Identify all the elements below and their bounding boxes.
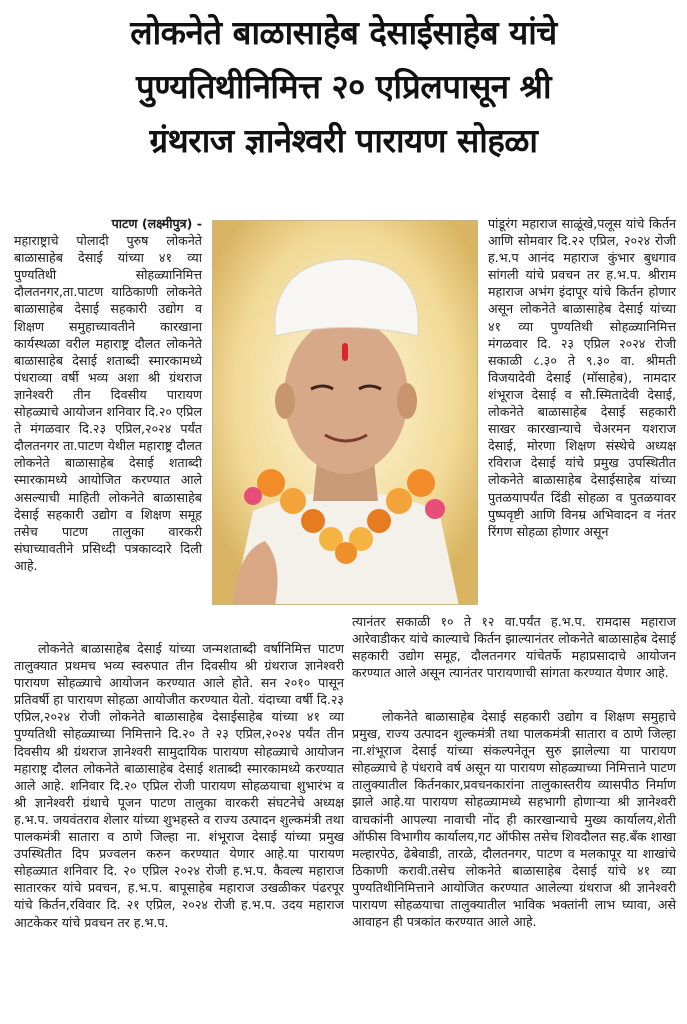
headline-line-1: लोकनेते बाळासाहेब देसाईसाहेब यांचे — [130, 13, 557, 52]
right-column-bottom-text: लोकनेते बाळासाहेब देसाई सहकारी उद्योग व शिक्षण समुहाचे प्रमुख, राज्य उत्पादन शुल्कमंत्री तथा पालकमंत्री सातारा व ठाणे जिल्हा ना.शंभूराज देसाई यांच्या संकल्पनेतून सुरु झालेल्या या पारायण सोहळ्याचे हे पंधरावे वर्ष असून या पारायण सोहळ्याच्या निमित्ताने पाटण तालुक्यातील किर्तनकार,प्रवचनकारांना तालुकास्तरीय व्यासपीठ निर्माण झाले आहे.या पारायण सोहळ्यामध्ये सहभागी होणाऱ्या श्री ज्ञानेश्वरी वाचकांनी आपल्या नावाची नोंद ही कारखान्याचे मुख्य कार्यालय,शेती ऑफीस विभागीय कार्यालय,गट ऑफीस तसेच शिवदौलत सह.बँक शाखा मल्हारपेठ, ढेबेवाडी, तारळे, दौलतनगर, पाटण व मलकापूर या शाखांचे ठिकाणी करावी.तसेच लोकनेते बाळासाहेब देसाई यांचे ४१ व्या पुण्यतिथीनिमित्ताने आयोजित करण्यात आलेल्या ग्रंथराज श्री ज्ञानेश्वरी पारायण सोहळयाचा तालुक्यातील भाविक भक्तांनी लाभ घ्यावा, असे आवाहन ही पत्रकांत करण्यात आले आहे. — [352, 709, 676, 930]
right-column-top-text: पांडूरंग महाराज साळूंखे,पलूस यांचे किर्तन आणि सोमवार दि.२२ एप्रिल, २०२४ रोजी ह.भ.प आनंद महाराज कुंभार बुधगाव सांगली यांचे प्रवचन तर ह.भ.प. श्रीराम महाराज अभंग इंदापूर यांचे किर्तन होणार असून लोकनेते बाळासाहेब देसाई यांच्या ४१ व्या पुण्यतिथी सोहळ्यानिमित्त मंगळवार दि. २३ एप्रिल २०२४ रोजी सकाळी ८.३० ते ९.३० वा. श्रीमती विजयादेवी देसाई (मॉसाहेब), नामदार शंभूराज देसाई व सौ.स्मितादेवी देसाई, लोकनेते बाळासाहेब देसाई सहकारी साखर कारखान्याचे चेअरमन यशराज देसाई, मोरणा शिक्षण संस्थेचे अध्यक्ष रविराज देसाई यांचे प्रमुख उपस्थितीत लोकनेते बाळासाहेब देसाईसाहेब यांच्या पुतळयापर्यंत दिंडी सोहळा व पुतळयावर पुष्पवृष्टी आणि विनम्र अभिवादन व नंतर रिंगण सोहळा होणार असून — [488, 216, 676, 539]
left-column-top-text: महाराष्ट्राचे पोलादी पुरुष लोकनेते बाळासाहेब देसाई यांच्या ४१ व्या पुण्यतिथी सोहळ्यानिमित्त दौलतनगर,ता.पाटण याठिकाणी लोकनेते बाळासाहेब देसाई सहकारी उद्योग व शिक्षण समुहाच्यावतीने कारखाना कार्यस्थळा वरील महाराष्ट्र दौलत लोकनेते बाळासाहेब देसाई शताब्दी स्मारकामध्ये पंधराव्या वर्षी भव्य अशा श्री ग्रंथराज ज्ञानेश्वरी तीन दिवसीय पारायण सोहळ्याचे आयोजन शनिवार दि.२० एप्रिल ते मंगळवार दि.२३ एप्रिल,२०२४ पर्यंत दौलतनगर ता.पाटण येथील महाराष्ट्र दौलत लोकनेते बाळासाहेब देसाई शताब्दी स्मारकामध्ये आयोजित करण्यात आले असल्याची माहिती लोकनेते बाळासाहेब देसाई सहकारी उद्योग व शिक्षण समूह तसेच पाटण तालुका वारकरी संघाच्यावतीने प्रसिध्दी पत्रकाव्दारे दिली आहे. — [14, 233, 202, 573]
right-column-bottom — [352, 708, 676, 930]
headline-line-3: ग्रंथराज ज्ञानेश्वरी पारायण सोहळा — [149, 121, 538, 160]
headline-line-2: पुण्यतिथीनिमित्त २० एप्रिलपासून श्री — [135, 67, 552, 106]
headline — [10, 6, 677, 168]
right-column-continuation — [352, 613, 676, 681]
left-column-bottom-text: लोकनेते बाळासाहेब देसाई यांच्या जन्मशताब्दी वर्षानिमित्त पाटण तालुक्यात प्रथमच भव्य स्वरुपात तीन दिवसीय श्री ग्रंथराज ज्ञानेश्वरी पारायण सोहळ्याचे आयोजन करण्यात आले होते. सन २०१० पासून प्रतिवर्षी हा पारायण सोहळा आयोजीत करण्यात येतो. यंदाच्या वर्षी दि.२३ एप्रिल,२०२४ रोजी लोकनेते बाळासाहेब देसाईसाहेब यांच्या ४१ व्या पुण्यतिथी सोहळ्याच्या निमित्ताने दि.२० ते २३ एप्रिल,२०२४ पर्यंत तीन दिवसीय श्री ग्रंथराज ज्ञानेश्वरी सामुदायिक पारायण सोहळ्याचे आयोजन महाराष्ट्र दौलत लोकनेते बाळासाहेब देसाई शताब्दी स्मारकामध्ये करण्यात आले आहे. शनिवार दि.२० एप्रिल रोजी पारायण सोहळयाचा शुभारंभ व श्री ज्ञानेश्वरी ग्रंथाचे पूजन पाटण तालुका वारकरी संघटनेचे अध्यक्ष ह.भ.प. जयवंतराव शेलार यांच्या शुभहस्ते व राज्य उत्पादन शुल्कमंत्री तथा पालकमंत्री सातारा व ठाणे जिल्हा ना. शंभूराज देसाई यांच्या प्रमुख उपस्थितीत दिप प्रज्वलन करुन करण्यात येणार आहे.या पारायण सोहळ्यात शनिवार दि. २० एप्रिल २०२४ रोजी ह.भ.प. कैवल्य महाराज सातारकर यांचे प्रवचन, ह.भ.प. बापूसाहेब महाराज उखळीकर पंढरपूर यांचे किर्तन,रविवार दि. २१ एप्रिल, २०२४ रोजी ह.भ.प. उदय महाराज आटकेकर यांचे प्रवचन तर ह.भ.प. — [14, 641, 344, 930]
portrait-illustration — [213, 221, 478, 605]
left-column-bottom — [14, 640, 344, 931]
right-column-continuation-text: त्यानंतर सकाळी १० ते १२ वा.पर्यंत ह.भ.प. रामदास महाराज आरेवाडीकर यांचे काल्याचे किर्तन झाल्यानंतर लोकनेते बाळासाहेब देसाई सहकारी उद्योग समूह, दौलतनगर यांचेतर्फे महाप्रसादाचे आयोजन करण्यात आले असून त्यानंतर पारायणाची सांगता करण्यात येणार आहे. — [352, 614, 676, 681]
left-column-top — [14, 215, 202, 574]
right-column-top — [488, 215, 676, 540]
portrait-photo — [212, 220, 478, 605]
dateline: पाटण (लक्ष्मीपुत्र) - — [111, 216, 202, 231]
